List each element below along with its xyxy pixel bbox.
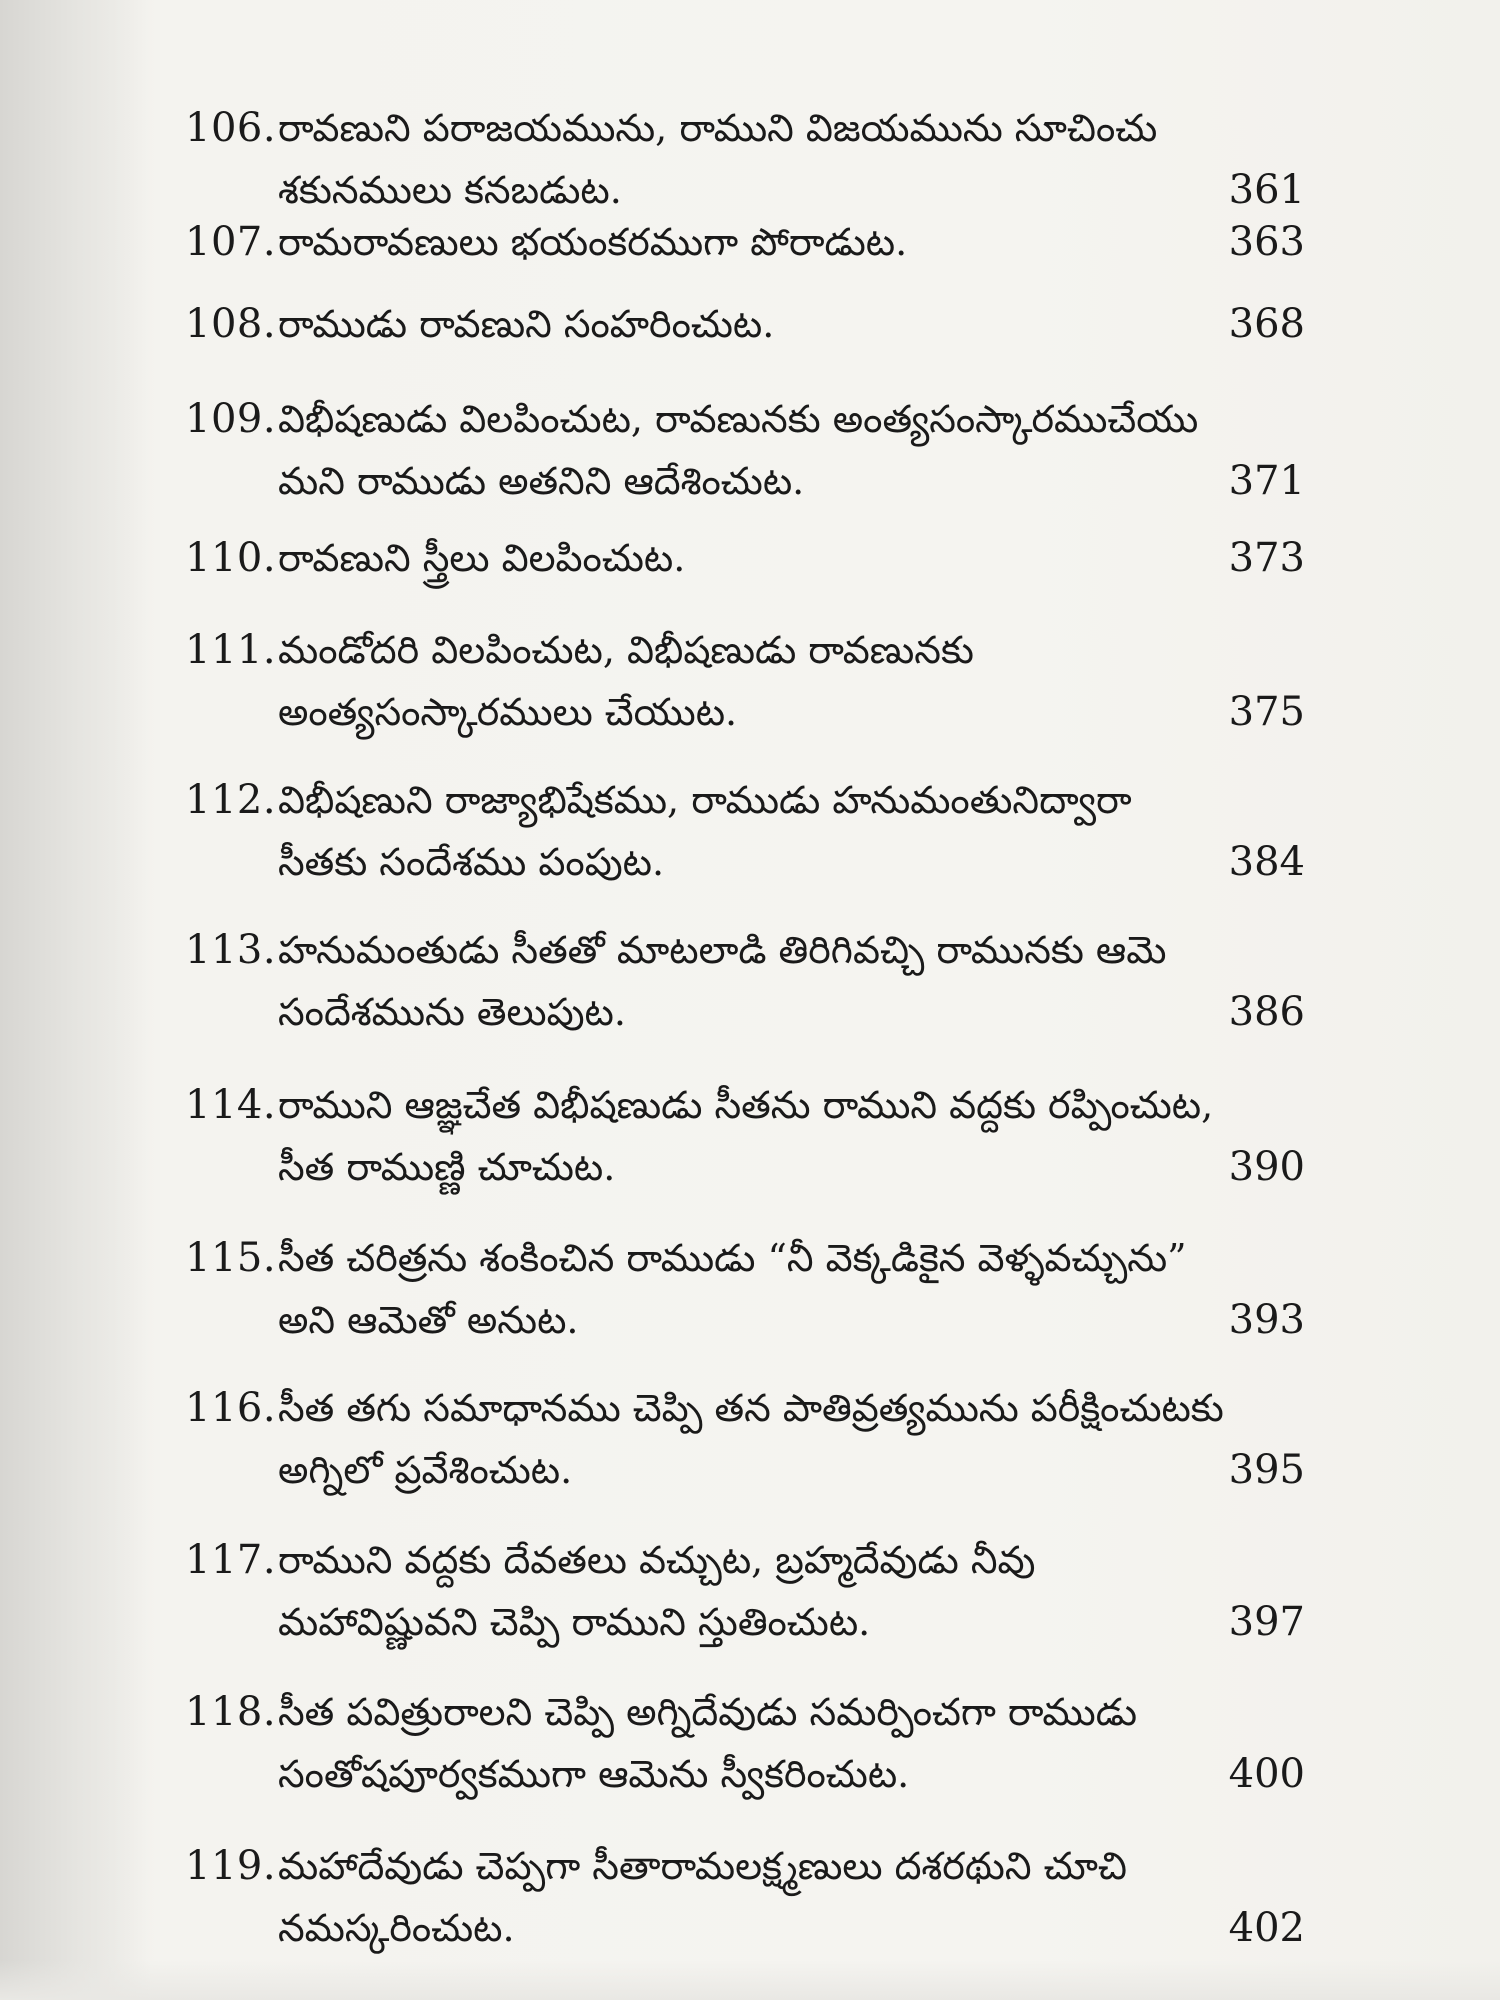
entry-number: 106. [185, 105, 277, 151]
page-bottom-shade [0, 1960, 1500, 2000]
entry-page-number: 390 [1228, 1144, 1305, 1190]
entry-number: 117. [185, 1537, 277, 1583]
entry-title-line-2: మహావిష్ణువని చెప్పి రాముని స్తుతించుట. [278, 1600, 871, 1644]
entry-page-number: 395 [1228, 1447, 1305, 1493]
entry-title-line-1: మహాదేవుడు చెప్పగా సీతారామలక్ష్మణులు దశరథుని చూచి [278, 1844, 1127, 1888]
entry-title-line-2: మని రాముడు అతనిని ఆదేశించుట. [278, 459, 805, 503]
entry-title-line-2: నమస్కరించుట. [278, 1906, 515, 1950]
entry-title-line-1: విభీషణుడు విలపించుట, రావణునకు అంత్యసంస్కారముచేయు [278, 397, 1199, 441]
entry-title-line-2: సంతోషపూర్వకముగా ఆమెను స్వీకరించుట. [278, 1752, 910, 1796]
entry-title-line-1: విభీషణుని రాజ్యాభిషేకము, రాముడు హనుమంతునిద్వారా [278, 778, 1132, 822]
entry-number: 116. [185, 1385, 277, 1431]
entry-title-line-1: రామరావణులు భయంకరముగా పోరాడుట. [278, 220, 908, 264]
entry-title-line-2: సీతకు సందేశము పంపుట. [278, 840, 665, 884]
entry-title-line-2: అగ్నిలో ప్రవేశించుట. [278, 1448, 573, 1492]
entry-title-line-1: సీత పవిత్రురాలని చెప్పి అగ్నిదేవుడు సమర్పించగా రాముడు [278, 1690, 1137, 1734]
entry-page-number: 363 [1228, 219, 1305, 265]
entry-page-number: 402 [1228, 1905, 1305, 1951]
entry-title-line-1: రాముడు రావణుని సంహరించుట. [278, 302, 775, 346]
entry-number: 113. [185, 927, 277, 973]
entry-number: 115. [185, 1235, 277, 1281]
entry-number: 119. [185, 1843, 277, 1889]
entry-title-line-2: సీత రాముణ్ణి చూచుట. [278, 1145, 616, 1189]
entry-page-number: 400 [1228, 1751, 1305, 1797]
entry-title-line-1: మండోదరి విలపించుట, విభీషణుడు రావణునకు [278, 628, 974, 672]
entry-page-number: 397 [1228, 1599, 1305, 1645]
entry-page-number: 393 [1228, 1297, 1305, 1343]
entry-title-line-2: అంత్యసంస్కారములు చేయుట. [278, 690, 738, 734]
entry-number: 111. [185, 627, 277, 673]
entry-page-number: 371 [1228, 458, 1305, 504]
entry-number: 109. [185, 396, 277, 442]
entry-title-line-1: హనుమంతుడు సీతతో మాటలాడి తిరిగివచ్చి రామునకు ఆమె [278, 928, 1167, 972]
entry-page-number: 373 [1228, 535, 1305, 581]
entry-title-line-2: అని ఆమెతో అనుట. [278, 1298, 579, 1342]
entry-title-line-1: సీత చరిత్రను శంకించిన రాముడు “నీ వెక్కడికైన వెళ్ళవచ్చును” [278, 1236, 1187, 1280]
entry-title-line-2: సందేశమును తెలుపుట. [278, 990, 626, 1034]
entry-number: 110. [185, 535, 277, 581]
entry-number: 118. [185, 1689, 277, 1735]
entry-number: 107. [185, 219, 277, 265]
entry-page-number: 375 [1228, 689, 1305, 735]
entry-title-line-1: సీత తగు సమాధానము చెప్పి తన పాతివ్రత్యమును పరీక్షించుటకు [278, 1386, 1224, 1430]
entry-page-number: 361 [1228, 167, 1305, 213]
entry-number: 112. [185, 777, 277, 823]
entry-page-number: 368 [1228, 301, 1305, 347]
entry-number: 108. [185, 301, 277, 347]
entry-number: 114. [185, 1082, 277, 1128]
entry-title-line-1: రావణుని పరాజయమును, రాముని విజయమును సూచించు [278, 106, 1158, 150]
entry-title-line-1: రాముని వద్దకు దేవతలు వచ్చుట, బ్రహ్మదేవుడు నీవు [278, 1538, 1036, 1582]
entry-title-line-1: రాముని ఆజ్ఞచేత విభీషణుడు సీతను రాముని వద్దకు రప్పించుట, [278, 1083, 1214, 1127]
entry-title-line-1: రావణుని స్త్రీలు విలపించుట. [278, 536, 686, 580]
entry-page-number: 384 [1228, 839, 1305, 885]
entry-page-number: 386 [1228, 989, 1305, 1035]
entry-title-line-2: శకునములు కనబడుట. [278, 168, 622, 212]
